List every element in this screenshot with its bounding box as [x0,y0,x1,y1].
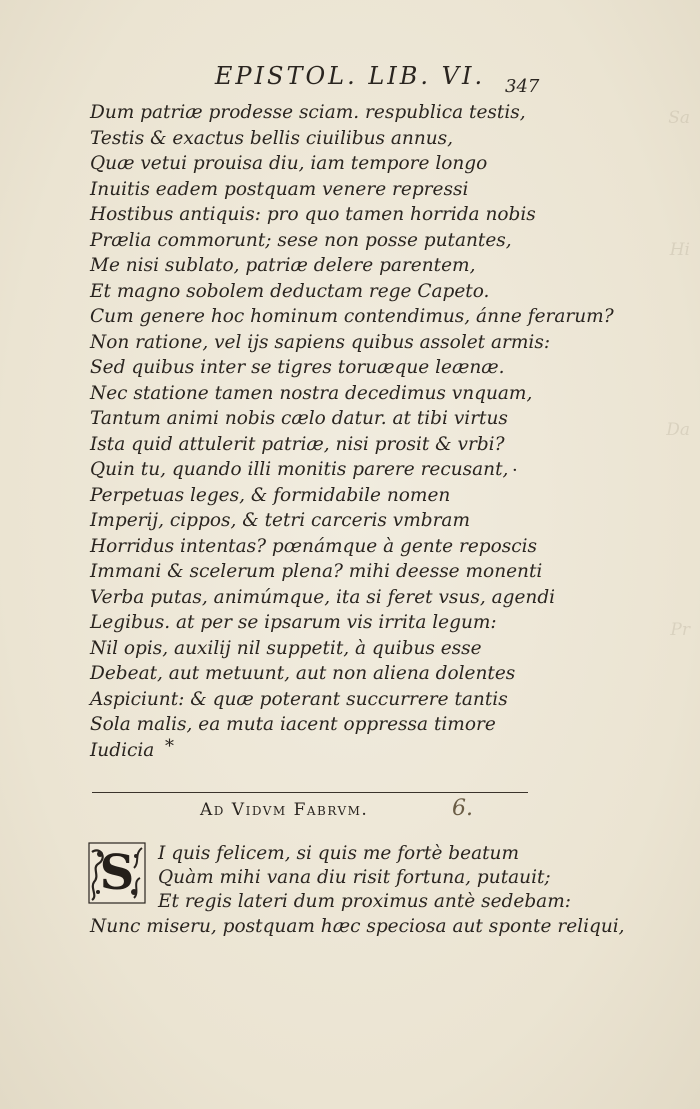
bleed-through: Da [666,420,690,440]
stray-mark: · [512,460,518,481]
poem-line: I quis felicem, si quis me fortè beatum [158,843,519,864]
verse-line: Aspiciunt: & quæ poterant succurrere tantis [90,688,508,710]
verse-line: Imperij, cippos, & tetri carceris vmbram [90,510,470,531]
verse-line: Immani & scelerum plena? mihi deesse monenti [90,561,543,582]
running-head: EPISTOL. LIB. VI. [214,62,486,90]
bleed-through: Pr [670,620,690,640]
verse-line: Quin tu, quando illi monitis parere recusant, [90,459,509,480]
verse-line: Hostibus antiquis: pro quo tamen horrida nobis [90,204,536,225]
verse-line: Debeat, aut metuunt, aut non aliena dolentes [90,663,516,684]
verse-line: Legibus. at per se ipsarum vis irrita legum: [90,612,497,633]
section-divider [92,792,528,793]
verse-line: Nec statione tamen nostra decedimus vnquam, [90,382,533,404]
page-number: 347 [505,76,540,97]
verse-line: Tantum animi nobis cælo datur. at tibi virtus [90,408,508,429]
verse-line: Sed quibus inter se tigres toruæque leænæ. [90,357,505,378]
verse-line: Sola malis, ea muta iacent oppressa timore [90,714,496,735]
verse-line: Cum genere hoc hominum contendimus, ánne ferarum? [90,306,614,327]
initial-letter: S [99,845,135,901]
asterisk-mark: * [165,736,174,757]
verse-line: Et magno sobolem deductam rege Capeto. [90,280,490,302]
decorated-initial [88,842,146,904]
verse-line: Testis & exactus bellis ciuilibus annus, [90,127,454,149]
verse-line: Me nisi sublato, patriæ delere parentem, [90,255,476,276]
verse-line: Dum patriæ prodesse sciam. respublica testis, [90,102,526,123]
bleed-through: Hi [669,240,690,260]
bleed-through: Sa [668,108,690,128]
verse-line: Prælia commorunt; sese non posse putantes, [90,229,512,251]
verse-line: Quæ vetui prouisa diu, iam tempore longo [90,153,488,174]
verse-line: Non ratione, vel ijs sapiens quibus assolet armis: [90,331,551,353]
verse-line: Horridus intentas? pœnámque à gente reposcis [90,535,538,557]
poem-line: Nunc miseru, postquam hæc speciosa aut sponte reliqui, [90,916,625,937]
verse-line: Nil opis, auxilij nil suppetit, à quibus esse [90,637,482,659]
section-number: 6. [452,796,473,821]
verse-line: Perpetuas leges, & formidabile nomen [90,484,451,506]
verse-line: Verba putas, animúmque, ita si feret vsus, agendi [90,586,556,608]
verse-line: Inuitis eadem postquam venere repressi [90,178,469,200]
section-heading: Ad Vidvm Fabrvm. [200,800,369,820]
poem-line: Quàm mihi vana diu risit fortuna, putauit; [158,867,551,888]
poem-line: Et regis lateri dum proximus antè sedebam: [158,891,571,912]
verse-line: Ista quid attulerit patriæ, nisi prosit & vrbi? [90,433,505,455]
verse-line: Iudicia [90,739,155,761]
verse-block [90,100,614,763]
